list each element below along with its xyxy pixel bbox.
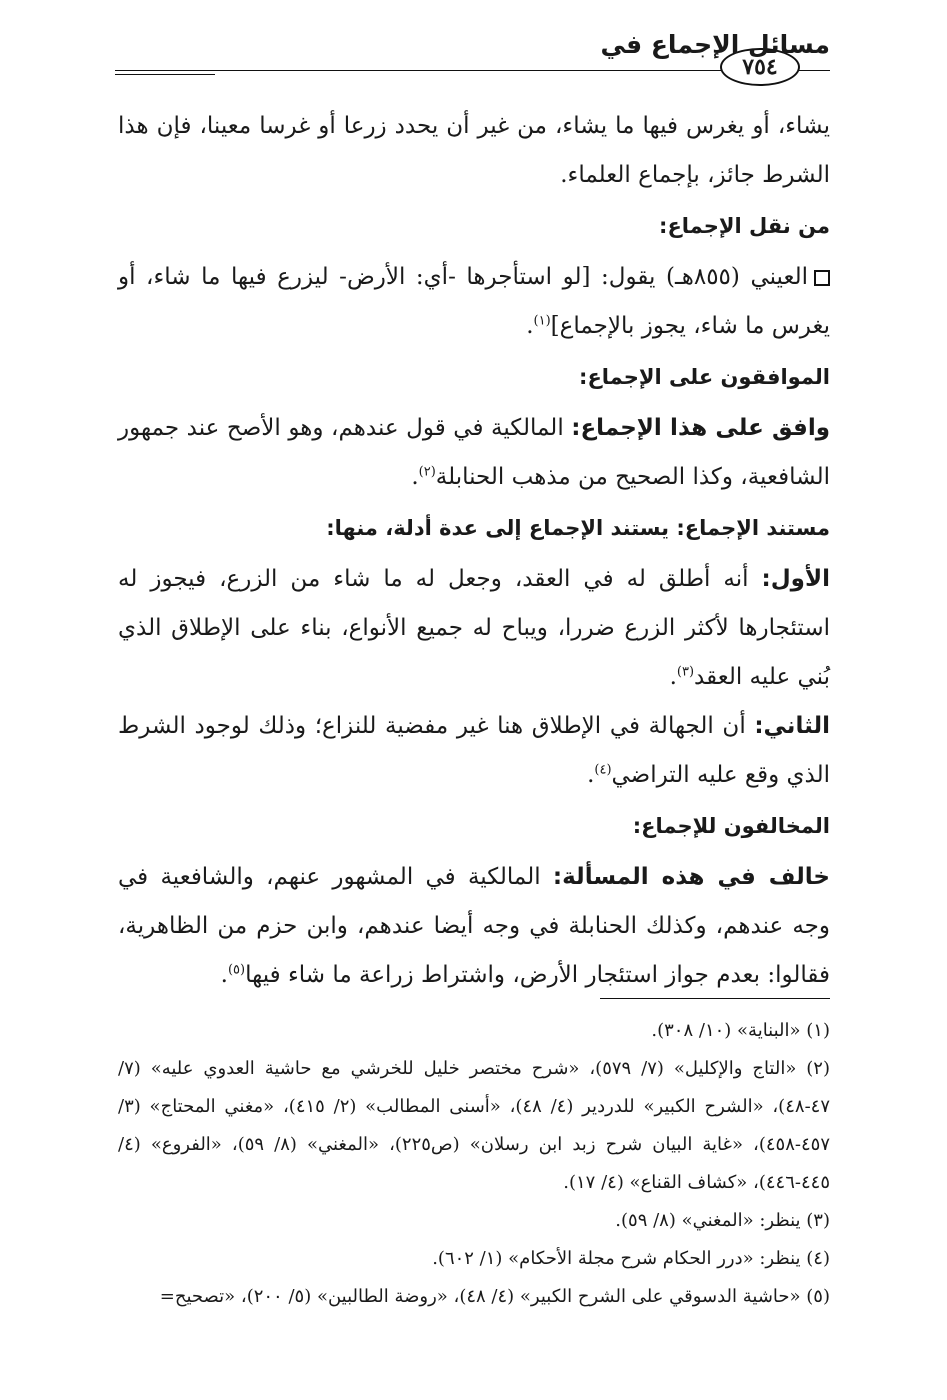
checkbox-square-icon bbox=[814, 270, 830, 286]
main-text bbox=[118, 102, 830, 1000]
heading-agreeing: الموافقون على الإجماع: bbox=[579, 365, 830, 389]
footnote-ref: (٥) bbox=[227, 962, 246, 978]
page-number: ٧٥٤ bbox=[720, 48, 800, 86]
paragraph-4: الأول: أنه أطلق له في العقد، وجعل له ما شاء من الزرع، فيجوز له استئجارها لأكثر الزرع ضررا، ويباح له جميع الأنواع، بناء على الإطلاق الذي بُني عليه العقد$^{(٣)}$. bbox=[118, 566, 830, 690]
footnote-ref: (١) bbox=[533, 313, 551, 329]
heading-transmitters: من نقل الإجماع: bbox=[659, 214, 830, 238]
footnote: (٢) «التاج والإكليل» (٧/ ٥٧٩)، «شرح مختصر خليل للخرشي مع حاشية العدوي عليه» (٧/ ٤٧-٤٨)، «الشرح الكبير» للدردير (٤/ ٤٨)، «أسنى المطالب» (٢/ ٤١٥)، «مغني المحتاج» (٣/ ٤٥٧-٤٥٨)، «غاية البيان شرح زبد ابن رسلان» (ص٢٢٥)، «المغني» (٨/ ٥٩)، «الفروع» (٤/ ٤٤٥-٤٤٦)، «كشاف القناع» (٤/ ١٧). bbox=[118, 1058, 830, 1193]
header-rule-short bbox=[115, 74, 215, 75]
page-header bbox=[115, 30, 830, 80]
footnote: (٣) ينظر: «المغني» (٨/ ٥٩). bbox=[615, 1210, 830, 1231]
paragraph-2: العيني (٨٥٥هـ) يقول: [لو استأجرها -أي: الأرض- ليزرع فيها ما شاء، أو يغرس ما شاء، يجوز بالإجماع]$^{(١)}$. bbox=[118, 264, 830, 339]
paragraph-6: خالف في هذه المسألة: المالكية في المشهور عنهم، والشافعية في وجه عندهم، وكذلك الحنابلة في وجه أيضا عندهم، وابن حزم من الظاهرية، فقالوا: بعدم جواز استئجار الأرض، واشتراط زراعة ما شاء فيها$^{(٥)}$. bbox=[118, 864, 830, 988]
heading-basis: مستند الإجماع: يستند الإجماع إلى عدة أدلة، منها: bbox=[326, 516, 830, 540]
paragraph-5: الثاني: أن الجهالة في الإطلاق هنا غير مفضية للنزاع؛ وذلك لوجود الشرط الذي وقع عليه التراضي$^{(٤)}$. bbox=[118, 713, 830, 788]
footnote-ref: (٢) bbox=[418, 464, 436, 480]
footnote: (١) «البناية» (١٠/ ٣٠٨). bbox=[651, 1020, 830, 1041]
footnote-ref: (٣) bbox=[676, 664, 695, 680]
footnote-ref: (٤) bbox=[594, 762, 612, 778]
heading-opposing: المخالفون للإجماع: bbox=[632, 814, 830, 838]
footnote: (٤) ينظر: «درر الحكام شرح مجلة الأحكام» (١/ ٦٠٢). bbox=[432, 1248, 830, 1269]
running-title: مسائل الإجماع في bbox=[600, 30, 830, 59]
paragraph-1: يشاء، أو يغرس فيها ما يشاء، من غير أن يحدد زرعا أو غرسا معينا، فإن هذا الشرط جائز، بإجماع العلماء. bbox=[118, 113, 830, 188]
footnote-separator bbox=[600, 998, 830, 999]
paragraph-3: وافق على هذا الإجماع: المالكية في قول عندهم، وهو الأصح عند جمهور الشافعية، وكذا الصحيح من مذهب الحنابلة$^{(٢)}$. bbox=[118, 415, 831, 490]
footnote: (٥) «حاشية الدسوقي على الشرح الكبير» (٤/ ٤٨)، «روضة الطالبين» (٥/ ٢٠٠)، «تصحيح= bbox=[159, 1286, 830, 1307]
footnotes bbox=[118, 1012, 830, 1316]
